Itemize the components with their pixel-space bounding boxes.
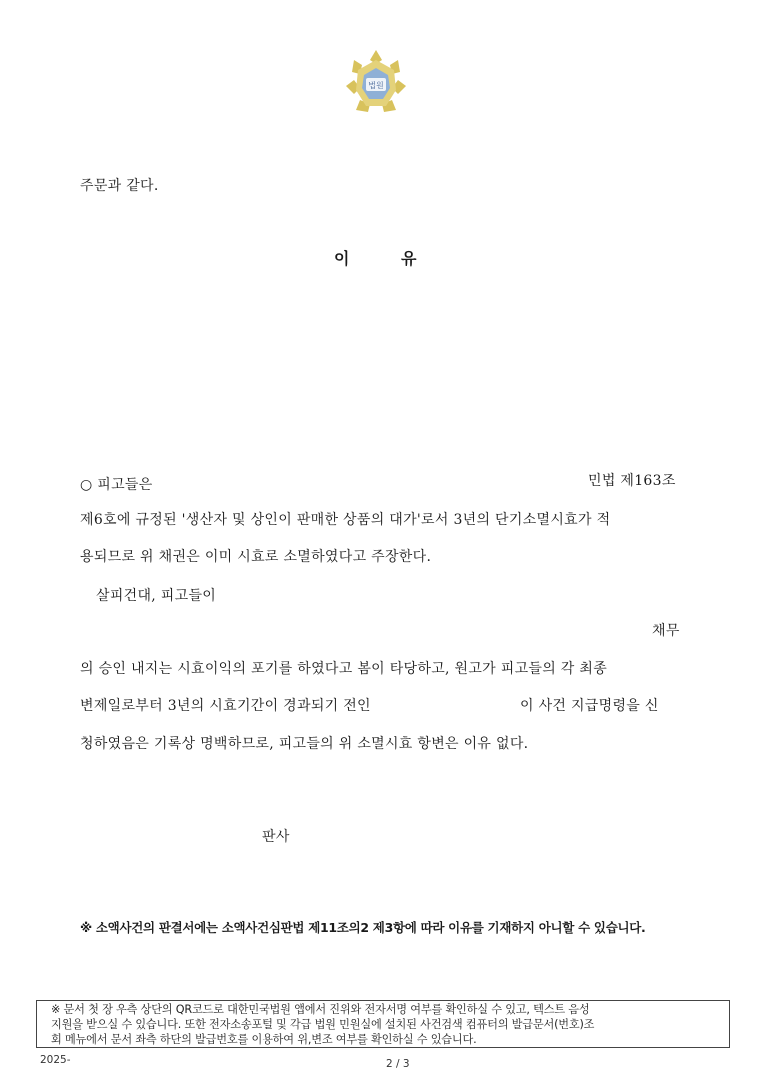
para1-line-3: 용되므로 위 채권은 이미 시효로 소멸하였다고 주장한다. <box>80 549 432 565</box>
court-emblem-icon <box>344 48 408 120</box>
section-title-char-2: 유 <box>401 249 417 268</box>
judge-label: 판사 <box>262 829 290 845</box>
para1-prefix: ○ 피고들은 <box>80 477 153 493</box>
section-title-char-1: 이 <box>334 249 350 268</box>
small-claims-notice: ※ 소액사건의 판결서에는 소액사건심판법 제11조의2 제3항에 따라 이유를 기재하지 아니할 수 있습니다. <box>80 920 646 935</box>
para2-line-3b: 이 사건 지급명령을 신 <box>520 698 659 714</box>
para2-line-4: 청하였음은 기록상 명백하므로, 피고들의 위 소멸시효 항변은 이유 없다. <box>80 736 529 752</box>
page-number: 2 / 3 <box>386 1058 410 1070</box>
emblem-label: 법원 <box>368 81 384 90</box>
para1-line-2: 제6호에 규정된 '생산자 및 상인이 판매한 상품의 대가'로서 3년의 단기소멸시효가 적 <box>80 512 611 528</box>
footer-line-2: 지원을 받으실 수 있습니다. 또한 전자소송포털 및 각급 법원 민원실에 설치된 사건검색 컴퓨터의 발급문서(번호)조 <box>51 1018 595 1031</box>
para1-statute-ref: 민법 제163조 <box>588 473 676 489</box>
para2-prefix: 살피건대, 피고들이 <box>96 588 217 604</box>
footer-line-3: 회 메뉴에서 문서 좌측 하단의 발급번호를 이용하여 위,변조 여부를 확인하실 수 있습니다. <box>51 1033 477 1046</box>
issue-number: 2025- <box>40 1054 71 1066</box>
intro-text: 주문과 같다. <box>80 178 159 194</box>
verification-notice-box <box>36 1000 730 1048</box>
section-title <box>334 246 417 269</box>
footer-line-1: ※ 문서 첫 장 우측 상단의 QR코드로 대한민국법원 앱에서 진위와 전자서명 여부를 확인하실 수 있고, 텍스트 음성 <box>51 1003 590 1016</box>
para2-line-2: 의 승인 내지는 시효이익의 포기를 하였다고 봄이 타당하고, 원고가 피고들의 각 최종 <box>80 661 608 677</box>
para2-line-3a: 변제일로부터 3년의 시효기간이 경과되기 전인 <box>80 698 371 714</box>
para2-right-fragment: 채무 <box>652 623 680 639</box>
